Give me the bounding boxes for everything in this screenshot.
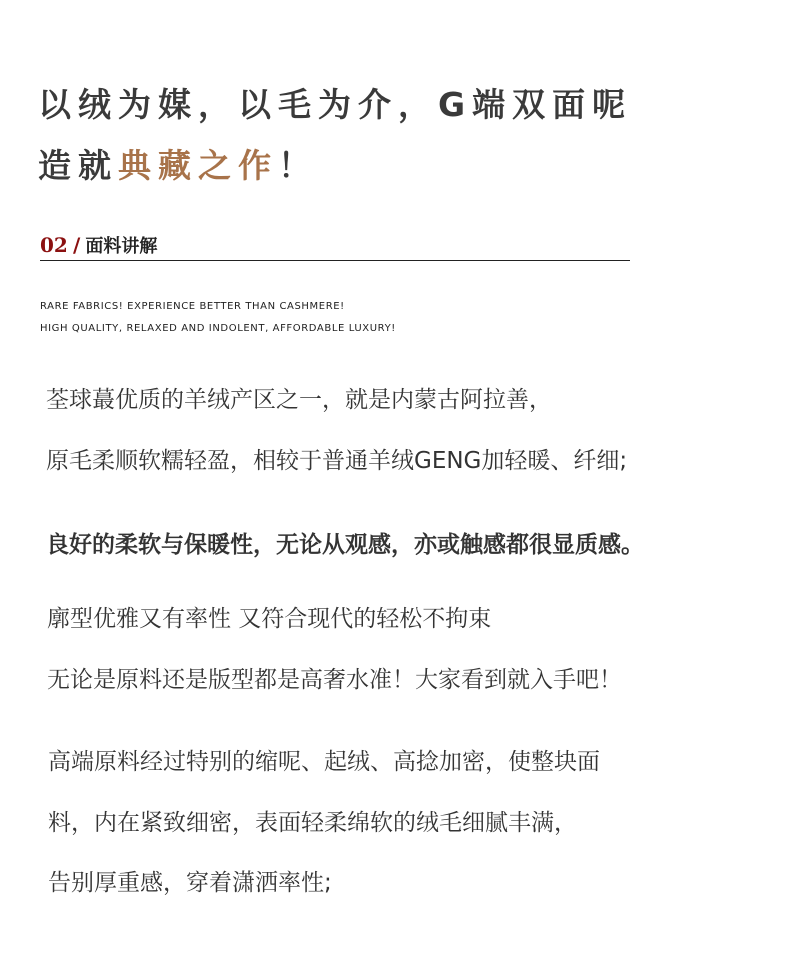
paragraph-line: 高端原料经过特别的缩呢、起绒、高捻加密，使整块面	[48, 749, 600, 775]
headline-line2-prefix: 造就	[38, 146, 118, 185]
english-tagline-2: HIGH QUALITY, RELAXED AND INDOLENT, AFFORDABLE LUXURY!	[40, 323, 396, 334]
paragraph-line: 无论是原料还是版型都是高奢水准！大家看到就入手吧！	[47, 667, 622, 693]
headline-line1: 以绒为媒，以毛为介，G端双面呢	[38, 85, 633, 124]
paragraph-line: 廓型优雅又有率性 又符合现代的轻松不拘束	[47, 606, 492, 632]
paragraph-line: 料，内在紧致细密，表面轻柔绵软的绒毛细腻丰满，	[48, 810, 577, 836]
paragraph-line: 荃球蕞优质的羊绒产区之一，就是内蒙古阿拉善，	[46, 387, 552, 413]
paragraph-line: 告别厚重感，穿着潇洒率性;	[48, 870, 332, 896]
paragraph-line-bold: 良好的柔软与保暖性，无论从观感，亦或触感都很显质感。	[46, 532, 644, 558]
headline-line2	[38, 146, 318, 186]
section-heading	[40, 232, 157, 258]
english-tagline-1: RARE FABRICS! EXPERIENCE BETTER THAN CASHMERE!	[40, 301, 345, 312]
section-slash: /	[72, 233, 81, 257]
headline-line2-accent: 典藏之作	[118, 146, 278, 185]
paragraph-line: 原毛柔顺软糯轻盈，相较于普通羊绒GENG加轻暖、纤细;	[46, 448, 628, 474]
headline-line2-suffix: ！	[278, 146, 318, 185]
section-label: 面料讲解	[85, 236, 158, 257]
section-number: 02	[40, 233, 68, 257]
section-divider	[40, 260, 630, 261]
